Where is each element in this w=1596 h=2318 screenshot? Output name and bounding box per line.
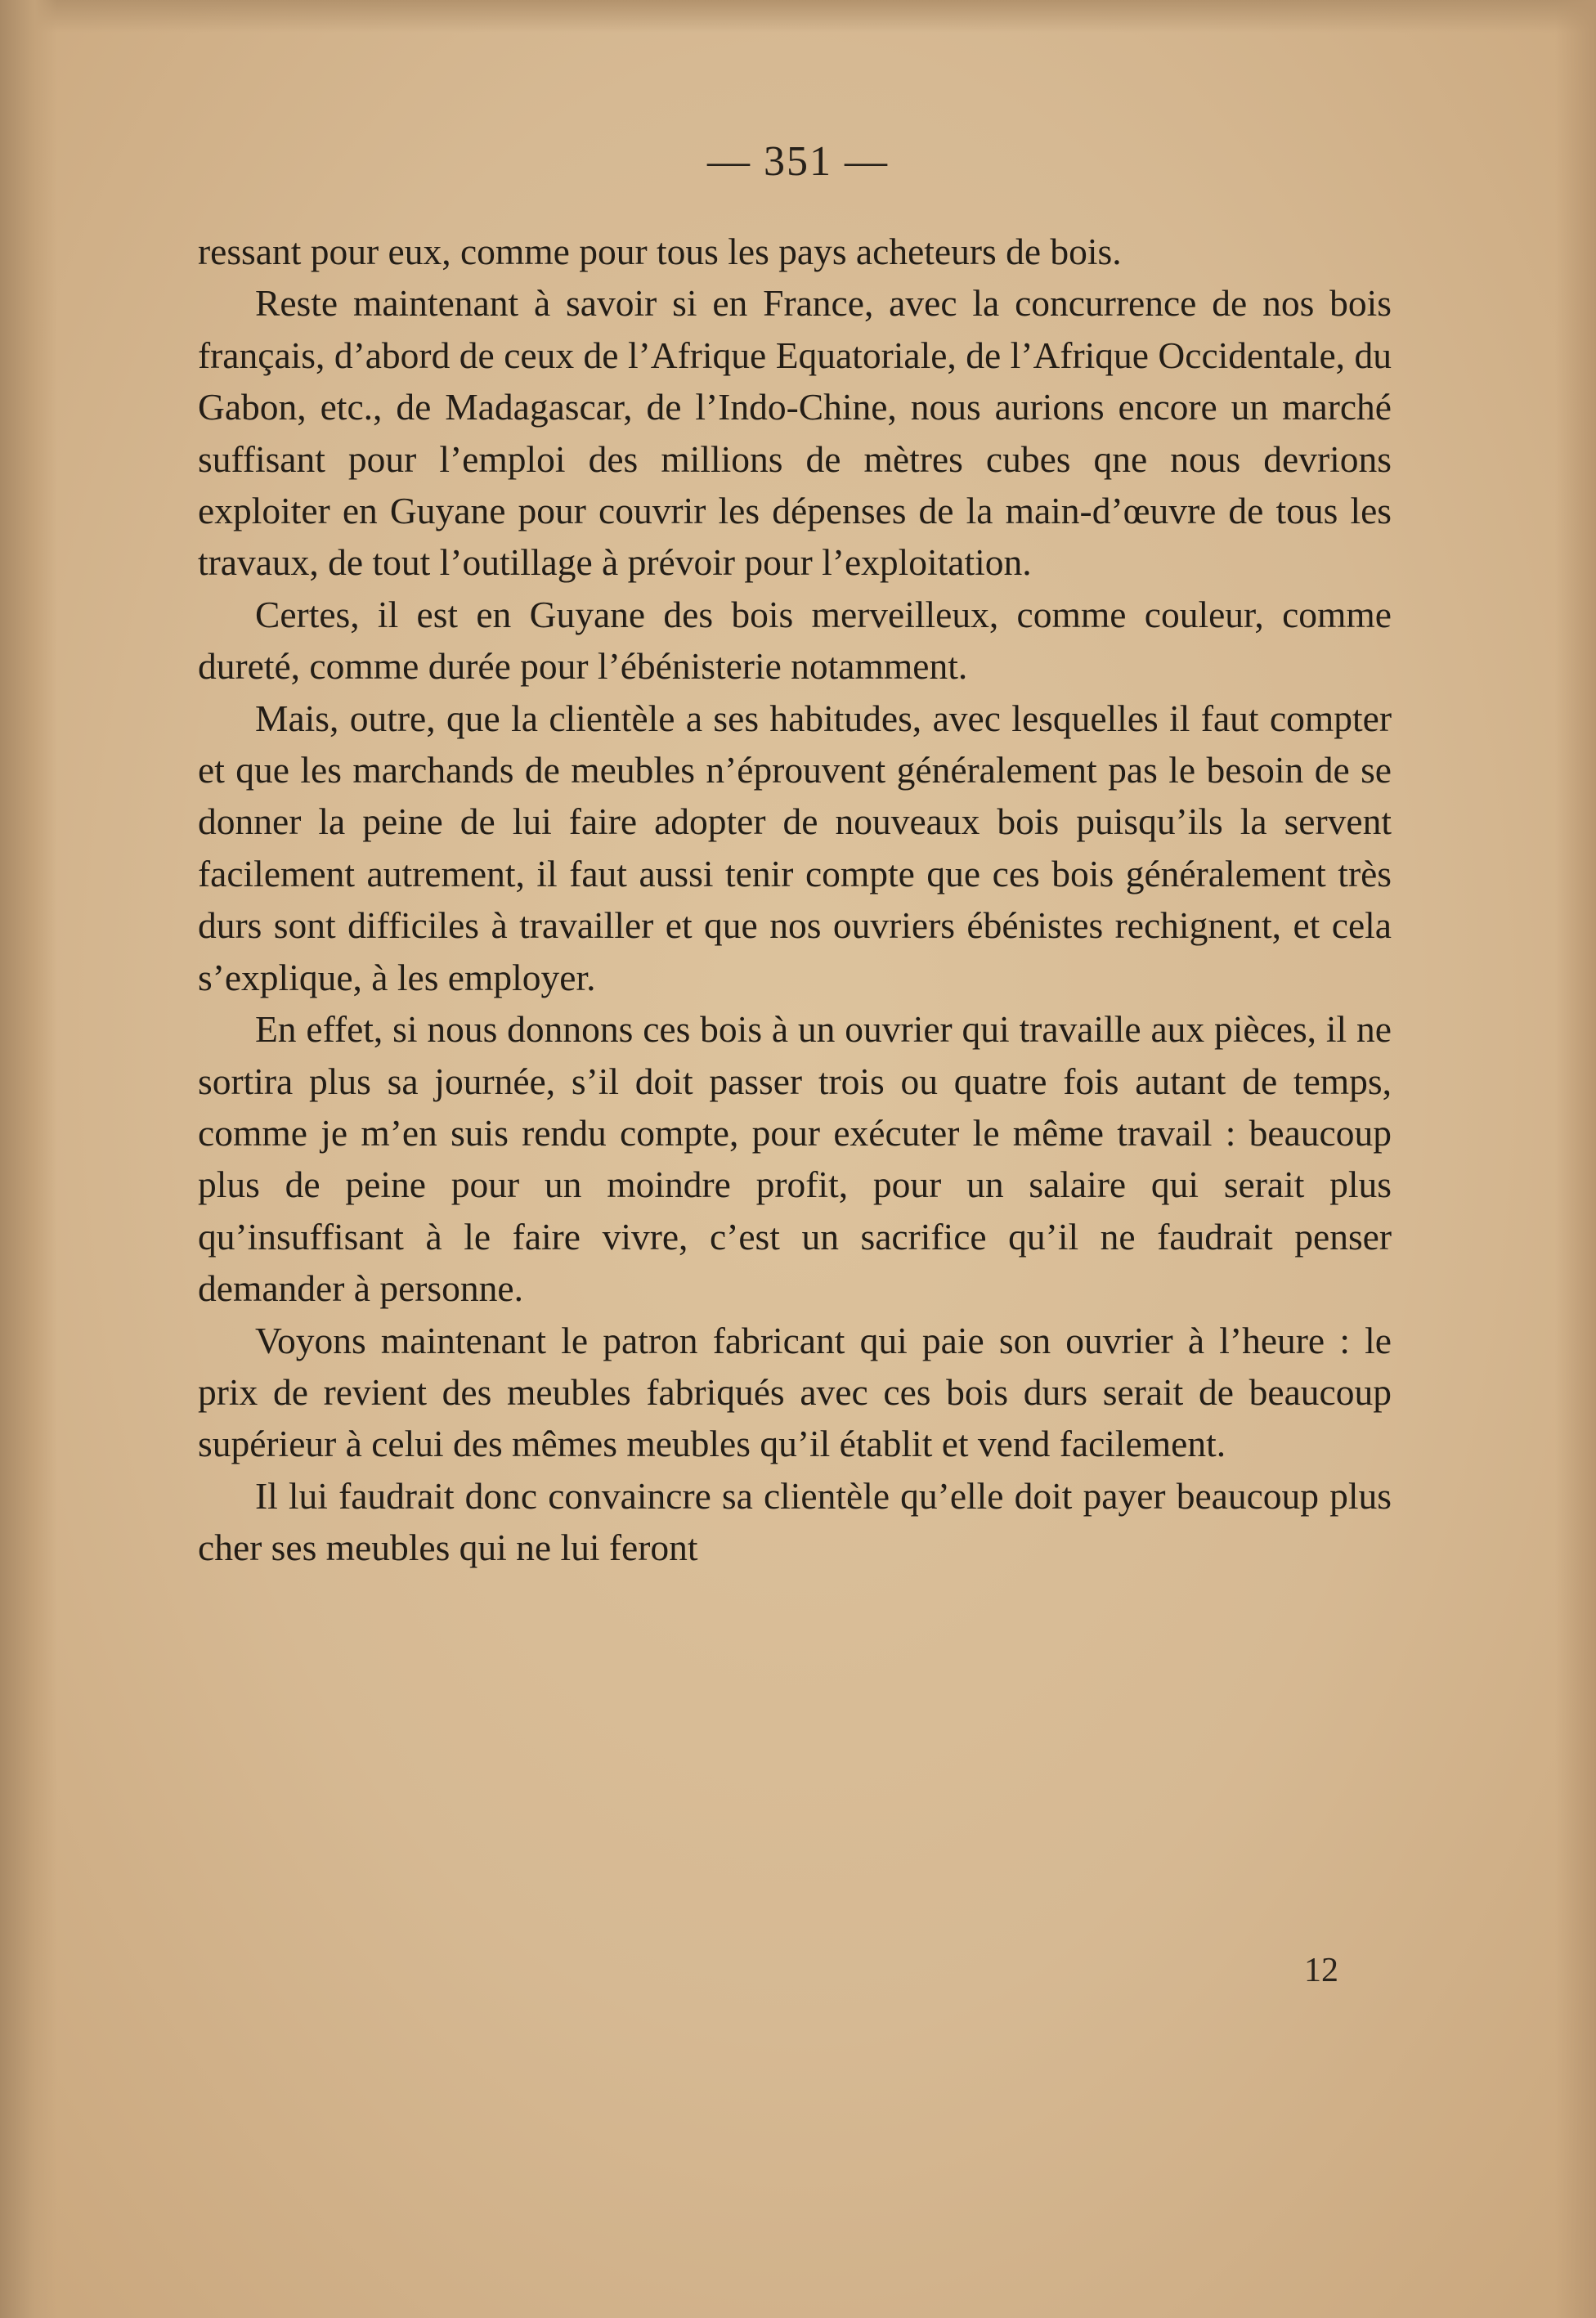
page-number: — 351 — — [707, 138, 889, 185]
paragraph: Voyons maintenant le patron fabricant qui paie son ouvrier à l’heure : le prix de revient des meubles fabriqués avec ces bois durs serait de beaucoup supérieur à celui des mêmes meubles qu’il établit et vend facilement. — [198, 1319, 1392, 1465]
page-edge-shadow-top — [0, 0, 1596, 33]
body-text — [198, 226, 1392, 1574]
paragraph: Reste maintenant à savoir si en France, avec la concurrence de nos bois français, d’abord de ceux de l’Afrique Equatoriale, de l’Afrique Occidentale, du Gabon, etc., de Madagascar, de l’Indo-Chine, nous aurions encore un marché suffisant pour l’emploi des millions de mètres cubes qne nous devrions exploiter en Guyane pour couvrir les dépenses de la main-d’œuvre de tous les travaux, de tout l’outillage à prévoir pour l’exploitation. — [198, 282, 1392, 584]
page-edge-shadow-left — [0, 0, 57, 2318]
paragraph: Mais, outre, que la clientèle a ses habitudes, avec lesquelles il faut compter et que les marchands de meubles n’éprouvent généralement pas le besoin de se donner la peine de lui faire adopter de nouveaux bois puisqu’ils la servent facilement autrement, il faut aussi tenir compte que ces bois généralement très durs sont difficiles à travailler et que nos ouvriers ébénistes rechignent, et cela s’explique, à les employer. — [198, 697, 1392, 998]
paragraph: ressant pour eux, comme pour tous les pays acheteurs de bois. — [198, 231, 1122, 272]
signature-mark: 12 — [1304, 1952, 1338, 1989]
page-edge-shadow-right — [1555, 0, 1596, 2318]
paragraph: En effet, si nous donnons ces bois à un ouvrier qui travaille aux pièces, il ne sortira plus sa journée, s’il doit passer trois ou quatre fois autant de temps, comme je m’en suis rendu compte, pour exécuter le même travail : beaucoup plus de peine pour un moindre profit, pour un salaire qui serait plus qu’insuffisant à le faire vivre, c’est un sacrifice qu’il ne faudrait penser demander à personne. — [198, 1008, 1392, 1310]
paragraph: Certes, il est en Guyane des bois merveilleux, comme couleur, comme dureté, comme durée pour l’ébénisterie notamment. — [198, 593, 1392, 688]
paragraph: Il lui faudrait donc convaincre sa clientèle qu’elle doit payer beaucoup plus cher ses meubles qui ne lui feront — [198, 1474, 1392, 1569]
